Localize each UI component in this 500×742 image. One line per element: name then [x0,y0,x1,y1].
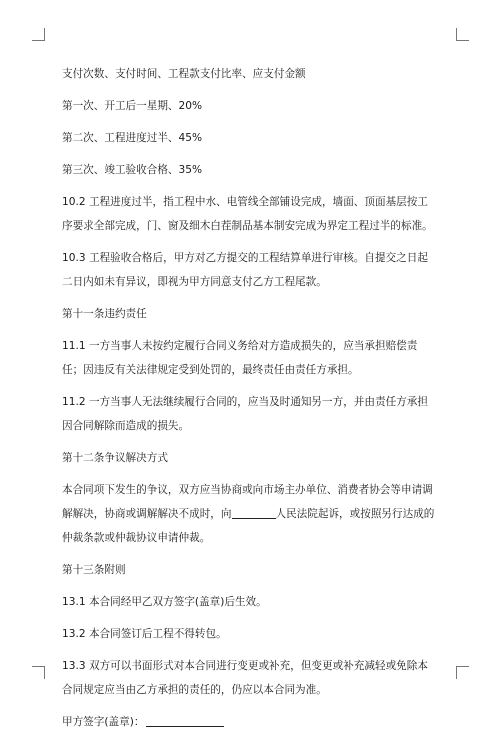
article-13-heading: 第十三条附则 [62,564,126,576]
payment-third: 第三次、竣工验收合格、35% [62,164,203,176]
clause-13-1: 13.1 本合同经甲乙双方签字(盖章)后生效。 [62,596,267,608]
payment-second: 第二次、工程进度过半、45% [62,132,203,144]
dispute-clause-part-2: 人民法院起诉，或按照另行达成的仲裁条款或仲裁协议申请仲裁。 [62,508,435,544]
dispute-clause [62,478,438,550]
clause-11-1: 11.1 一方当事人未按约定履行合同义务给对方造成损失的，应当承担赔偿责任；因违反有关法律规定受到处罚的，最终责任由责任方承担。 [62,340,418,376]
clause-10-3: 10.3 工程验收合格后，甲方对乙方提交的工程结算单进行审核。自提交之日起二日内如未有异议，即视为甲方同意支付乙方工程尾款。 [62,252,428,288]
party-a-signature-blank [146,714,224,727]
crop-mark-bottom-right [456,666,469,679]
court-name-blank [232,506,276,519]
clause-11-2: 11.2 一方当事人无法继续履行合同的，应当及时通知另一方，并由责任方承担因合同解除而造成的损失。 [62,396,428,432]
clause-13-3: 13.3 双方可以书面形式对本合同进行变更或补充，但变更或补充减轻或免除本合同规定应当由乙方承担的责任的，仍应以本合同为准。 [62,660,428,696]
party-a-signature-label: 甲方签字(盖章)： [62,716,145,728]
payment-schedule-heading: 支付次数、支付时间、工程款支付比率、应支付金额 [62,68,306,80]
clause-13-2: 13.2 本合同签订后工程不得转包。 [62,628,227,640]
dispute-clause-part-1: 本合同项下发生的争议，双方应当协商或向市场主办单位、消费者协会等申请调解解决，协商或调解解决不成时，向 [62,484,433,520]
document-body [62,62,438,742]
payment-first: 第一次、开工后一星期、20% [62,100,203,112]
article-12-heading: 第十二条争议解决方式 [62,452,168,464]
party-a-signature-line [62,710,438,734]
crop-mark-top-left [32,28,45,41]
crop-mark-top-right [456,28,469,41]
clause-10-2: 10.2 工程进度过半，指工程中水、电管线全部铺设完成，墙面、顶面基层按工序要求全部完成，门、窗及细木白茬制品基本制安完成为界定工程过半的标准。 [62,196,433,232]
article-11-heading: 第十一条违约责任 [62,308,147,320]
crop-mark-bottom-left [32,666,45,679]
